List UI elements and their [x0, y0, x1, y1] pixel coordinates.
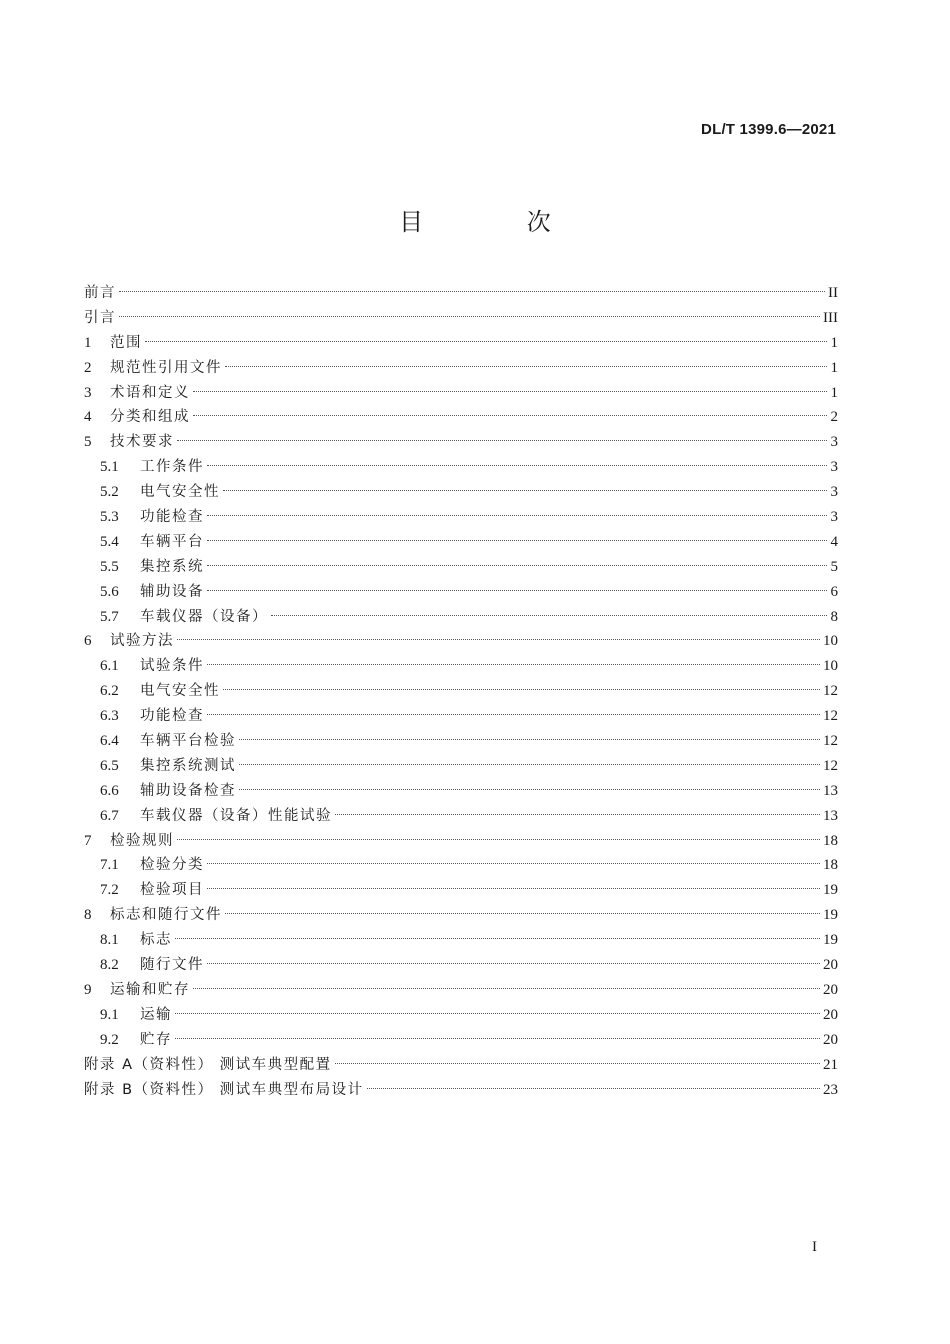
toc-entry[interactable]	[84, 853, 838, 878]
toc-entry-number: 6.4	[100, 733, 119, 750]
toc-entry-label: 范围	[110, 334, 142, 351]
toc-entry[interactable]	[84, 306, 838, 331]
toc-entry-page: 19	[823, 907, 838, 924]
toc-entry[interactable]	[84, 405, 838, 430]
toc-entry-page: 12	[823, 733, 838, 750]
toc-entry-number: 9.2	[100, 1031, 119, 1048]
toc-dot-leader	[367, 1088, 820, 1089]
toc-entry-label: 电气安全性	[140, 484, 220, 501]
toc-entry-page: 2	[830, 409, 838, 426]
toc-entry-label: 试验方法	[110, 633, 174, 650]
toc-dot-leader	[207, 888, 820, 889]
toc-entry-number: 9.1	[100, 1006, 119, 1023]
toc-entry-number: 5.4	[100, 533, 119, 550]
toc-dot-leader	[145, 341, 827, 342]
toc-entry[interactable]	[84, 978, 838, 1003]
toc-entry[interactable]	[84, 629, 838, 654]
toc-entry-number: 5.2	[100, 484, 119, 501]
toc-dot-leader	[119, 291, 825, 292]
toc-entry-page: 13	[823, 807, 838, 824]
toc-entry[interactable]	[84, 530, 838, 555]
toc-entry[interactable]	[84, 505, 838, 530]
toc-entry-label: 车载仪器（设备）性能试验	[140, 807, 332, 824]
toc-entry-page: 20	[823, 1006, 838, 1023]
toc-dot-leader	[207, 863, 820, 864]
toc-entry-number: 6.3	[100, 708, 119, 725]
toc-entry-label: 标志和随行文件	[110, 907, 222, 924]
toc-entry-label: 前言	[84, 285, 116, 301]
toc-entry-page: 20	[823, 957, 838, 974]
toc-entry[interactable]	[84, 779, 838, 804]
toc-entry-page: 1	[830, 334, 838, 351]
document-code: DL/T 1399.6—2021	[701, 121, 836, 138]
toc-entry-label: 技术要求	[110, 434, 174, 451]
toc-entry-number: 8.2	[100, 957, 119, 974]
toc-dot-leader	[207, 465, 827, 466]
toc-entry[interactable]	[84, 605, 838, 630]
toc-entry-number: 5.1	[100, 459, 119, 476]
toc-entry-page: 18	[823, 857, 838, 874]
toc-entry-number: 1	[84, 334, 92, 351]
toc-entry-label: 检验分类	[140, 857, 204, 874]
toc-entry-label: 分类和组成	[110, 409, 190, 426]
toc-entry-number: 5.6	[100, 583, 119, 600]
toc-entry-label: 车辆平台	[140, 533, 204, 550]
toc-entry-page: 10	[823, 633, 838, 650]
toc-entry-label: 引言	[84, 309, 116, 326]
toc-entry-number: 6.5	[100, 757, 119, 774]
toc-entry[interactable]	[84, 356, 838, 381]
toc-entry-number: 6	[84, 633, 92, 650]
toc-entry-label: 标志	[140, 932, 172, 949]
toc-entry-label: 工作条件	[140, 459, 204, 476]
toc-entry-label: 贮存	[140, 1031, 172, 1048]
toc-entry-page: 3	[830, 484, 838, 501]
page-title: 目 次	[399, 208, 599, 236]
toc-entry[interactable]	[84, 878, 838, 903]
toc-entry-page: 20	[823, 981, 838, 998]
toc-entry-page: 10	[823, 658, 838, 675]
toc-entry-number: 8	[84, 907, 92, 924]
toc-entry-label: 随行文件	[140, 957, 204, 974]
toc-entry-page: 20	[823, 1031, 838, 1048]
toc-entry-page: 3	[830, 434, 838, 451]
toc-entry-label: 车载仪器（设备）	[140, 608, 268, 625]
toc-entry-label: 运输和贮存	[110, 981, 190, 998]
toc-entry-label: 运输	[140, 1006, 172, 1023]
toc-dot-leader	[207, 963, 820, 964]
toc-entry-page: II	[828, 285, 838, 301]
toc-entry-page: 4	[830, 533, 838, 550]
toc-entry-label: 检验规则	[110, 832, 174, 849]
page-number: I	[812, 1239, 817, 1255]
toc-entry-label: 试验条件	[140, 658, 204, 675]
toc-dot-leader	[335, 814, 820, 815]
toc-entry[interactable]	[84, 1053, 838, 1078]
toc-entry-number: 6.2	[100, 683, 119, 700]
toc-entry-label: 功能检查	[140, 708, 204, 725]
toc-entry-number: 4	[84, 409, 92, 426]
toc-dot-leader	[225, 913, 820, 914]
toc-entry[interactable]	[84, 555, 838, 580]
toc-entry-label: 附录 B（资料性） 测试车典型布局设计	[84, 1081, 364, 1098]
toc-dot-leader	[271, 615, 827, 616]
toc-entry-page: 12	[823, 708, 838, 725]
toc-entry[interactable]	[84, 430, 838, 455]
toc-entry-page: 3	[830, 509, 838, 526]
toc-entry-label: 检验项目	[140, 882, 204, 899]
toc-entry-page: 12	[823, 683, 838, 700]
toc-entry[interactable]	[84, 928, 838, 953]
toc-entry-label: 集控系统	[140, 558, 204, 575]
toc-entry-number: 2	[84, 359, 92, 376]
toc-entry[interactable]	[84, 381, 838, 406]
toc-dot-leader	[207, 540, 827, 541]
toc-entry-label: 规范性引用文件	[110, 359, 222, 376]
toc-entry[interactable]	[84, 331, 838, 356]
toc-entry-page: 13	[823, 782, 838, 799]
toc-entry-number: 5	[84, 434, 92, 451]
toc-dot-leader	[175, 1013, 820, 1014]
toc-entry[interactable]	[84, 679, 838, 704]
table-of-contents	[84, 281, 838, 1102]
toc-entry[interactable]	[84, 580, 838, 605]
toc-entry-number: 5.7	[100, 608, 119, 625]
toc-entry-page: 12	[823, 757, 838, 774]
toc-dot-leader	[207, 590, 827, 591]
toc-entry-number: 6.1	[100, 658, 119, 675]
toc-entry-page: 6	[830, 583, 838, 600]
toc-entry-page: 3	[830, 459, 838, 476]
toc-dot-leader	[223, 490, 827, 491]
toc-entry-number: 7.1	[100, 857, 119, 874]
toc-entry-label: 电气安全性	[140, 683, 220, 700]
toc-entry-page: 23	[823, 1081, 838, 1098]
toc-dot-leader	[335, 1063, 820, 1064]
toc-entry-label: 功能检查	[140, 509, 204, 526]
toc-entry-number: 7.2	[100, 882, 119, 899]
toc-entry-number: 5.3	[100, 509, 119, 526]
toc-entry-page: 8	[830, 608, 838, 625]
toc-entry[interactable]	[84, 480, 838, 505]
toc-dot-leader	[193, 988, 820, 989]
toc-entry-number: 5.5	[100, 558, 119, 575]
toc-dot-leader	[207, 664, 820, 665]
toc-entry[interactable]	[84, 953, 838, 978]
toc-dot-leader	[225, 366, 827, 367]
toc-entry[interactable]	[84, 455, 838, 480]
toc-entry[interactable]	[84, 654, 838, 679]
toc-dot-leader	[207, 714, 820, 715]
toc-entry[interactable]	[84, 804, 838, 829]
toc-dot-leader	[239, 789, 820, 790]
toc-entry-label: 附录 A（资料性） 测试车典型配置	[84, 1056, 332, 1073]
toc-dot-leader	[177, 639, 820, 640]
toc-entry-page: 1	[830, 384, 838, 401]
toc-entry[interactable]	[84, 754, 838, 779]
toc-entry[interactable]	[84, 1028, 838, 1053]
toc-dot-leader	[239, 764, 820, 765]
toc-entry-number: 9	[84, 981, 92, 998]
toc-entry[interactable]	[84, 903, 838, 928]
toc-dot-leader	[207, 565, 827, 566]
toc-dot-leader	[223, 689, 820, 690]
toc-entry-page: 19	[823, 932, 838, 949]
toc-entry-page: 1	[830, 359, 838, 376]
toc-entry[interactable]	[84, 729, 838, 754]
toc-dot-leader	[177, 440, 827, 441]
toc-entry[interactable]	[84, 281, 838, 306]
toc-entry-label: 辅助设备检查	[140, 782, 236, 799]
toc-entry-number: 8.1	[100, 932, 119, 949]
toc-entry[interactable]	[84, 1003, 838, 1028]
toc-entry[interactable]	[84, 1078, 838, 1103]
toc-entry-page: III	[823, 309, 838, 326]
toc-dot-leader	[175, 938, 820, 939]
toc-dot-leader	[177, 839, 820, 840]
toc-entry-number: 3	[84, 384, 92, 401]
toc-entry-number: 6.7	[100, 807, 119, 824]
toc-dot-leader	[193, 391, 827, 392]
toc-entry-page: 18	[823, 832, 838, 849]
toc-dot-leader	[193, 415, 827, 416]
toc-dot-leader	[119, 316, 820, 317]
toc-dot-leader	[175, 1038, 820, 1039]
toc-entry-number: 6.6	[100, 782, 119, 799]
toc-entry-label: 车辆平台检验	[140, 733, 236, 750]
toc-entry-number: 7	[84, 832, 92, 849]
toc-entry[interactable]	[84, 704, 838, 729]
toc-dot-leader	[207, 515, 827, 516]
toc-entry-label: 辅助设备	[140, 583, 204, 600]
toc-entry-page: 5	[830, 558, 838, 575]
toc-entry-label: 术语和定义	[110, 384, 190, 401]
toc-entry-label: 集控系统测试	[140, 757, 236, 774]
toc-entry-page: 21	[823, 1056, 838, 1073]
toc-entry[interactable]	[84, 829, 838, 854]
toc-dot-leader	[239, 739, 820, 740]
toc-entry-page: 19	[823, 882, 838, 899]
